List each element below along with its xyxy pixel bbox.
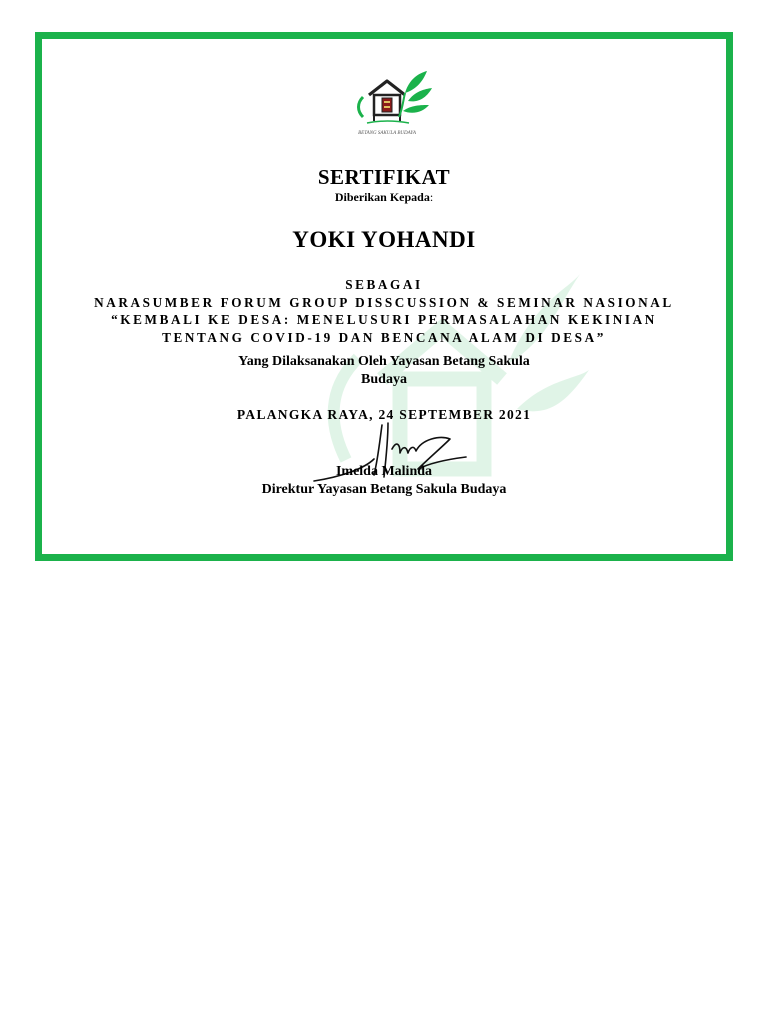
signer-title: Direktur Yayasan Betang Sakula Budaya	[261, 482, 507, 497]
role-description	[42, 276, 726, 346]
organizer-text	[42, 353, 726, 389]
organizer-line-2: Budaya	[361, 372, 407, 387]
betang-house-leaf-logo-icon	[353, 67, 435, 139]
given-to-text: Diberikan Kepada	[334, 190, 430, 204]
recipient-name: YOKI YOHANDI	[292, 227, 476, 252]
role-line-2: NARASUMBER FORUM GROUP DISSCUSSION & SEMINAR NASIONAL	[94, 294, 674, 310]
organizer-line-1: Yang Dilaksanakan Oleh Yayasan Betang Sakula	[238, 354, 530, 369]
role-line-3: “KEMBALI KE DESA: MENELUSURI PERMASALAHAN KEKINIAN	[111, 312, 657, 327]
given-to-colon: :	[429, 190, 434, 204]
certificate-frame	[35, 32, 733, 561]
role-line-4: TENTANG COVID-19 DAN BENCANA ALAM DI DESA”	[162, 329, 606, 345]
place-date: PALANGKA RAYA, 24 SEPTEMBER 2021	[236, 407, 532, 422]
signer-name: Imelda Malinda	[335, 464, 433, 479]
given-to-label	[42, 190, 726, 205]
logo-caption: BETANG SAKULA BUDAYA	[358, 131, 416, 136]
role-line-1: SEBAGAI	[345, 277, 423, 292]
certificate-title: SERTIFIKAT	[317, 165, 451, 189]
